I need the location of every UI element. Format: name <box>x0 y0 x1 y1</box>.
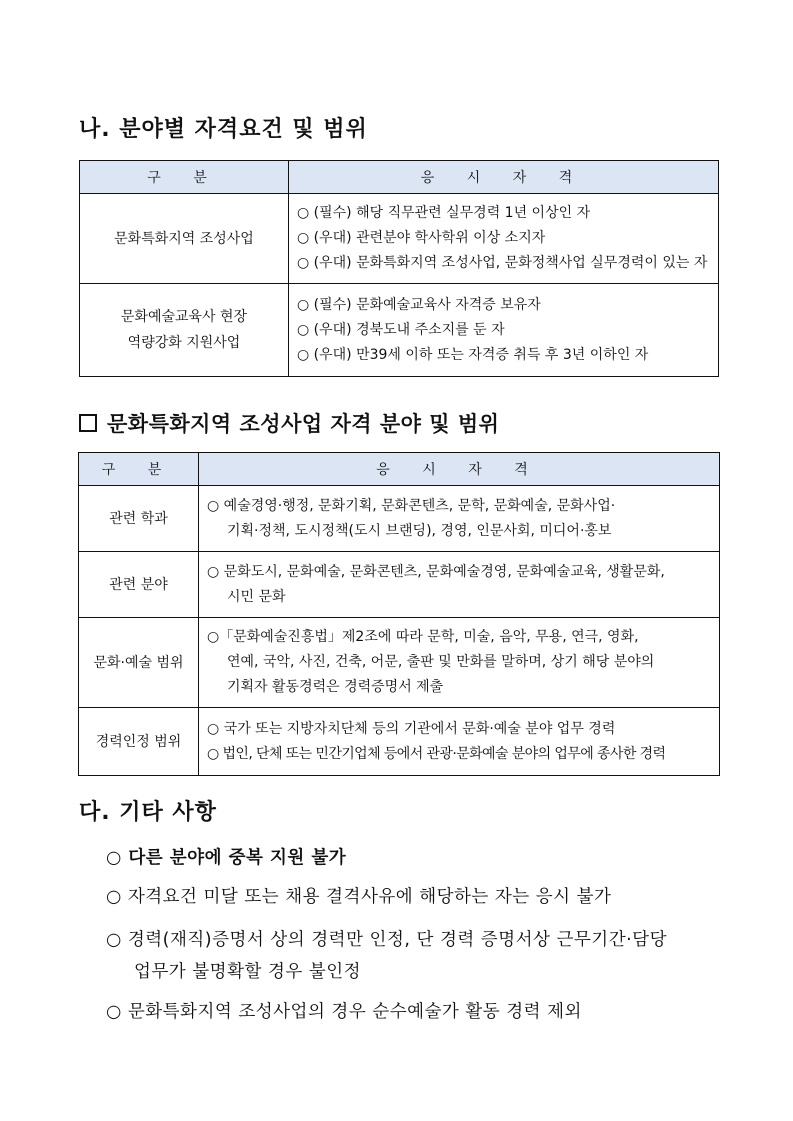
field-range-table <box>78 452 720 776</box>
table-row <box>80 194 719 284</box>
list-item: ○ (우대) 만39세 이하 또는 자격증 취득 후 3년 이하인 자 <box>297 346 649 363</box>
list-item: ○ 국가 또는 지방자치단체 등의 기관에서 문화·예술 분야 업무 경력 <box>207 720 616 737</box>
row-label: 문화예술교육사 현장 역량강화 지원사업 <box>80 284 289 377</box>
table-header-row <box>79 453 720 486</box>
row-label: 관련 분야 <box>79 552 199 618</box>
note-item: ○ 다른 분야에 중복 지원 불가 <box>106 848 347 868</box>
table-header-row <box>80 161 719 194</box>
table-row <box>79 618 720 708</box>
row-label: 문화·예술 범위 <box>79 618 199 708</box>
header-category: 구 분 <box>80 161 289 194</box>
list-item: ○ 예술경영·행정, 문화기획, 문화콘텐츠, 문학, 문화예술, 문화사업· <box>207 497 616 514</box>
note-item: ○ 문화특화지역 조성사업의 경우 순수예술가 활동 경력 제외 <box>106 1002 582 1022</box>
section-heading-na: 나. 분야별 자격요건 및 범위 <box>79 117 368 142</box>
table-row <box>79 486 720 552</box>
row-label: 문화특화지역 조성사업 <box>80 194 289 284</box>
row-label: 경력인정 범위 <box>79 708 199 776</box>
list-item: ○ 법인, 단체 또는 민간기업체 등에서 관광·문화예술 분야의 업무에 종사한 경력 <box>207 745 666 762</box>
section-heading-box-text: 문화특화지역 조성사업 자격 분야 및 범위 <box>107 412 500 436</box>
checkbox-square-icon <box>79 414 97 432</box>
list-item-continued: 시민 문화 <box>227 588 286 605</box>
qualification-table <box>79 160 719 377</box>
row-content <box>199 486 720 552</box>
row-content <box>199 618 720 708</box>
list-item: ○ (필수) 문화예술교육사 자격증 보유자 <box>297 296 541 313</box>
list-item: ○ (우대) 관련분야 학사학위 이상 소지자 <box>297 230 546 246</box>
table-row <box>80 284 719 377</box>
list-item: ○ (우대) 문화특화지역 조성사업, 문화정책사업 실무경력이 있는 자 <box>297 255 708 271</box>
list-item: ○ 문화도시, 문화예술, 문화콘텐츠, 문화예술경영, 문화예술교육, 생활문화, <box>207 563 665 580</box>
header-qualification: 응 시 자 격 <box>199 453 720 486</box>
header-qualification: 응 시 자 격 <box>289 161 719 194</box>
list-item: ○ (필수) 해당 직무관련 실무경력 1년 이상인 자 <box>297 205 591 221</box>
section-heading-da: 다. 기타 사항 <box>79 800 217 825</box>
header-category: 구 분 <box>79 453 199 486</box>
list-item-continued: 연예, 국악, 사진, 건축, 어문, 출판 및 만화를 말하며, 상기 해당 분야의 <box>227 654 655 670</box>
note-item: ○ 자격요건 미달 또는 채용 결격사유에 해당하는 자는 응시 불가 <box>106 887 612 907</box>
row-content <box>289 194 719 284</box>
section-heading-box <box>79 408 499 438</box>
note-item: ○ 경력(재직)증명서 상의 경력만 인정, 단 경력 증명서상 근무기간·담당 <box>106 930 667 950</box>
list-item-continued: 기획자 활동경력은 경력증명서 제출 <box>227 679 444 695</box>
row-content <box>199 708 720 776</box>
row-content <box>289 284 719 377</box>
table-row <box>79 552 720 618</box>
row-label: 관련 학과 <box>79 486 199 552</box>
row-content <box>199 552 720 618</box>
list-item: ○ (우대) 경북도내 주소지를 둔 자 <box>297 321 505 338</box>
table-row <box>79 708 720 776</box>
list-item: ○「문화예술진흥법」제2조에 따라 문학, 미술, 음악, 무용, 연극, 영화, <box>207 629 639 645</box>
note-item-continued: 업무가 불명확할 경우 불인정 <box>134 962 362 982</box>
list-item-continued: 기획·정책, 도시정책(도시 브랜딩), 경영, 인문사회, 미디어·홍보 <box>227 522 612 539</box>
